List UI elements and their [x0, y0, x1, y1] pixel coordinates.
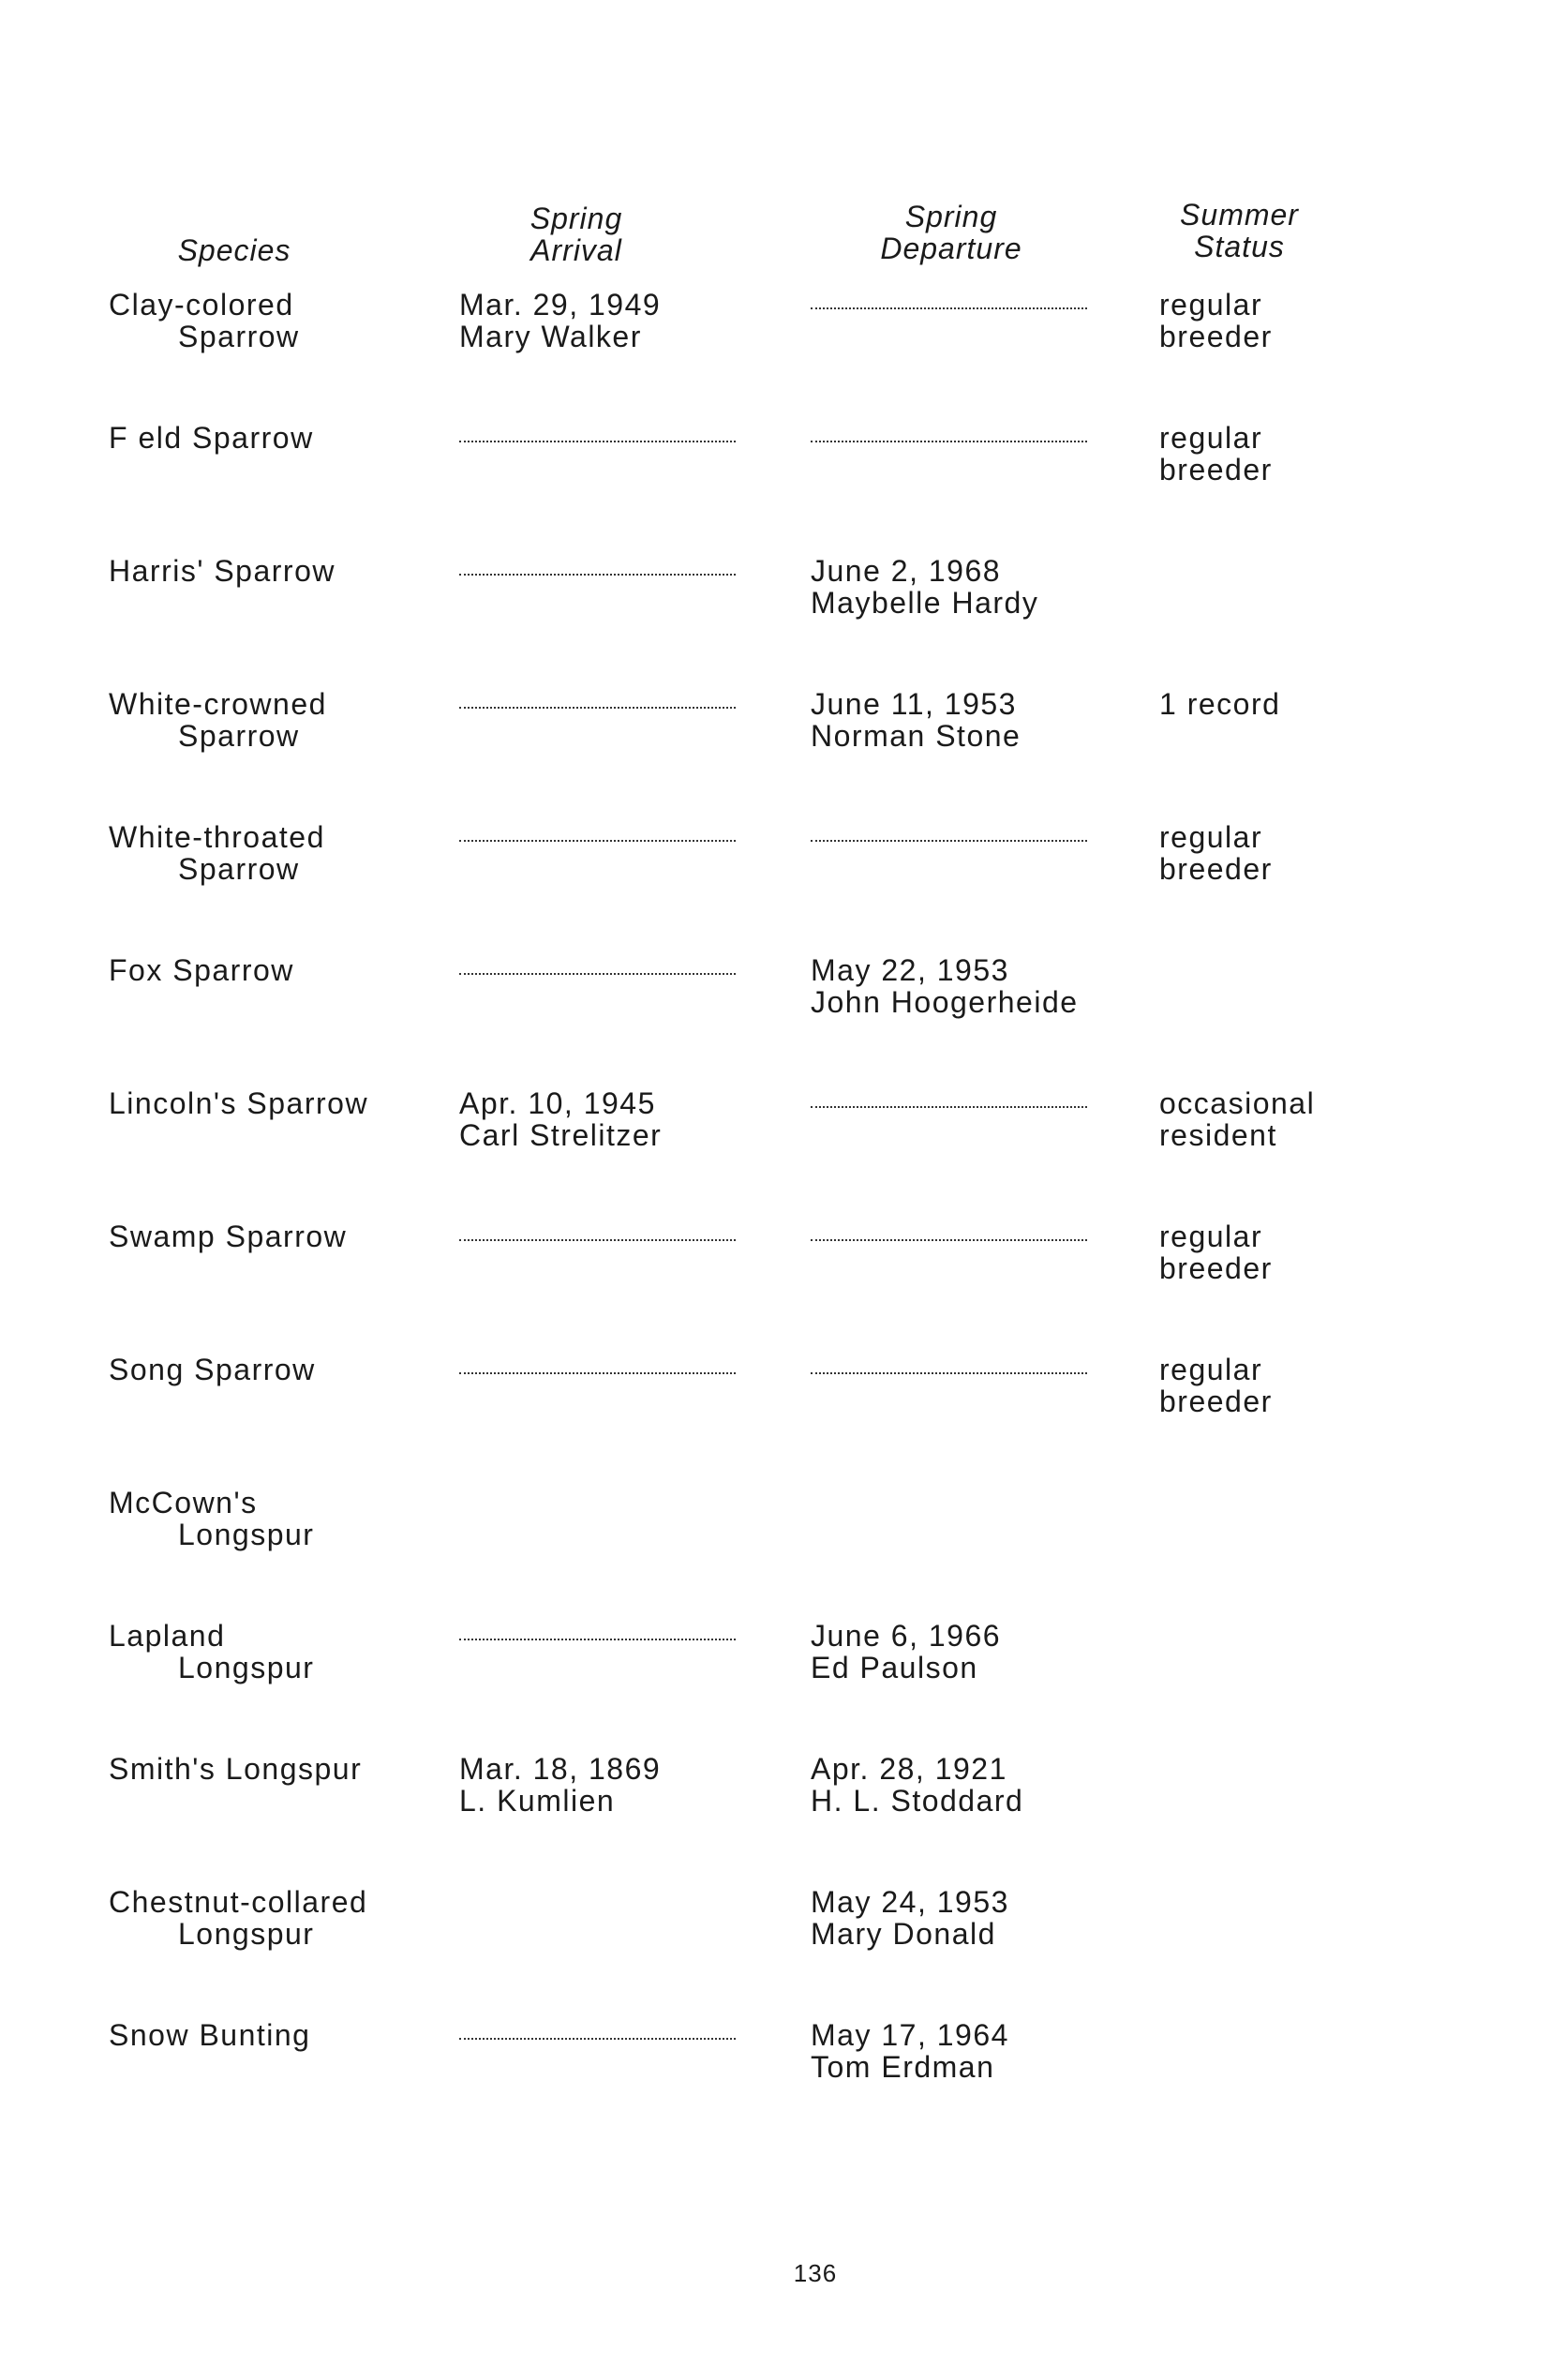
- header-species-label: Species: [177, 233, 291, 267]
- departure-line2: Mary Donald: [811, 1917, 996, 1951]
- species-line1: Song Sparrow: [109, 1353, 316, 1386]
- species-name: [109, 1753, 362, 1785]
- departure-line1: May 22, 1953: [811, 953, 1009, 987]
- species-line1: Lincoln's Sparrow: [109, 1086, 369, 1120]
- table-row: [0, 1354, 1551, 1466]
- departure-cell: [811, 1620, 1001, 1684]
- arrival-line1: Mar. 29, 1949: [459, 288, 662, 322]
- species-line1: Swamp Sparrow: [109, 1220, 348, 1253]
- departure-blank-leader: [811, 1372, 1087, 1374]
- status-cell: [1159, 422, 1273, 486]
- status-line2: breeder: [1159, 320, 1273, 353]
- species-name: [109, 688, 327, 752]
- species-name: [109, 2019, 310, 2051]
- species-line1: Chestnut-collared: [109, 1885, 368, 1919]
- departure-line2: H. L. Stoddard: [811, 1784, 1024, 1818]
- species-line1: Fox Sparrow: [109, 953, 294, 987]
- species-name: [109, 555, 336, 587]
- departure-line2: Ed Paulson: [811, 1651, 978, 1684]
- departure-line2: Tom Erdman: [811, 2050, 995, 2084]
- species-line1: Clay-colored: [109, 288, 294, 322]
- species-line1: F eld Sparrow: [109, 421, 314, 455]
- status-line2: breeder: [1159, 1385, 1273, 1418]
- species-line2: Longspur: [178, 1651, 315, 1684]
- arrival-line2: Mary Walker: [459, 320, 642, 353]
- species-line1: White-crowned: [109, 687, 327, 721]
- arrival-blank-leader: [459, 973, 736, 975]
- species-name: [109, 1220, 347, 1252]
- status-line2: breeder: [1159, 852, 1273, 886]
- species-line2: Longspur: [178, 1518, 315, 1551]
- departure-line1: June 6, 1966: [811, 1619, 1002, 1653]
- status-cell: [1159, 688, 1280, 720]
- departure-cell: [811, 555, 1038, 619]
- species-line1: McCown's: [109, 1486, 258, 1519]
- species-line1: Snow Bunting: [109, 2018, 311, 2052]
- header-arrival: [483, 202, 670, 266]
- species-line2: Longspur: [178, 1917, 315, 1951]
- arrival-cell: [459, 1753, 661, 1817]
- table-row: [0, 821, 1551, 934]
- status-cell: [1159, 289, 1273, 352]
- table-row: [0, 422, 1551, 534]
- table-row: [0, 954, 1551, 1067]
- departure-line2: Norman Stone: [811, 719, 1022, 753]
- status-line1: 1 record: [1159, 687, 1281, 721]
- status-cell: [1159, 1220, 1273, 1284]
- departure-blank-leader: [811, 1106, 1087, 1108]
- header-status-line2: Status: [1194, 230, 1285, 263]
- departure-line2: John Hoogerheide: [811, 985, 1079, 1019]
- status-cell: [1159, 821, 1273, 885]
- status-line1: regular: [1159, 288, 1263, 322]
- header-departure: [834, 201, 1068, 264]
- status-cell: [1159, 1354, 1273, 1417]
- header-arrival-line1: Spring: [529, 202, 623, 235]
- departure-line1: June 2, 1968: [811, 554, 1002, 588]
- departure-cell: [811, 1886, 1009, 1950]
- species-line2: Sparrow: [178, 852, 300, 886]
- arrival-blank-leader: [459, 574, 736, 576]
- status-line1: regular: [1159, 1353, 1263, 1386]
- status-cell: [1159, 1087, 1315, 1151]
- species-name: [109, 1620, 314, 1684]
- species-name: [109, 821, 325, 885]
- status-line2: breeder: [1159, 1251, 1273, 1285]
- species-line1: White-throated: [109, 820, 325, 854]
- species-name: [109, 422, 314, 454]
- arrival-blank-leader: [459, 1239, 736, 1241]
- arrival-blank-leader: [459, 840, 736, 842]
- page-number: 136: [793, 2259, 838, 2287]
- departure-line1: May 24, 1953: [811, 1885, 1009, 1919]
- species-line1: Lapland: [109, 1619, 226, 1653]
- species-line2: Sparrow: [178, 320, 300, 353]
- species-line2: Sparrow: [178, 719, 300, 753]
- arrival-blank-leader: [459, 2038, 736, 2040]
- table-row: [0, 1220, 1551, 1333]
- table-row: [0, 1487, 1551, 1599]
- arrival-line1: Apr. 10, 1945: [459, 1086, 656, 1120]
- table-row: [0, 289, 1551, 401]
- species-line1: Harris' Sparrow: [109, 554, 336, 588]
- arrival-line2: Carl Strelitzer: [459, 1118, 663, 1152]
- departure-blank-leader: [811, 307, 1087, 309]
- status-line1: regular: [1159, 421, 1263, 455]
- table-row: [0, 1886, 1551, 1998]
- status-line1: occasional: [1159, 1086, 1316, 1120]
- departure-blank-leader: [811, 840, 1087, 842]
- departure-blank-leader: [811, 1239, 1087, 1241]
- species-name: [109, 1087, 368, 1119]
- status-line2: breeder: [1159, 453, 1273, 486]
- arrival-blank-leader: [459, 1372, 736, 1374]
- table-row: [0, 2019, 1551, 2132]
- departure-cell: [811, 1753, 1023, 1817]
- departure-cell: [811, 688, 1021, 752]
- departure-cell: [811, 2019, 1009, 2083]
- departure-line1: June 11, 1953: [811, 687, 1017, 721]
- status-line1: regular: [1159, 820, 1263, 854]
- table-row: [0, 1753, 1551, 1865]
- arrival-blank-leader: [459, 707, 736, 709]
- species-name: [109, 954, 294, 986]
- header-arrival-line2: Arrival: [530, 233, 622, 267]
- species-line1: Smith's Longspur: [109, 1752, 363, 1786]
- table-row: [0, 1620, 1551, 1732]
- arrival-cell: [459, 289, 661, 352]
- table-row: [0, 555, 1551, 667]
- header-status: [1153, 199, 1326, 262]
- arrival-line2: L. Kumlien: [459, 1784, 616, 1818]
- table-row: [0, 688, 1551, 801]
- departure-cell: [811, 954, 1079, 1018]
- header-status-line1: Summer: [1180, 198, 1299, 232]
- departure-blank-leader: [811, 441, 1087, 442]
- arrival-blank-leader: [459, 441, 736, 442]
- departure-line1: May 17, 1964: [811, 2018, 1009, 2052]
- departure-line1: Apr. 28, 1921: [811, 1752, 1007, 1786]
- header-departure-line2: Departure: [880, 232, 1022, 265]
- header-species: [141, 234, 328, 266]
- species-name: [109, 1487, 314, 1550]
- table-row: [0, 1087, 1551, 1200]
- departure-line2: Maybelle Hardy: [811, 586, 1039, 620]
- arrival-blank-leader: [459, 1639, 736, 1640]
- arrival-cell: [459, 1087, 662, 1151]
- species-name: [109, 1354, 316, 1385]
- status-line2: resident: [1159, 1118, 1277, 1152]
- status-line1: regular: [1159, 1220, 1263, 1253]
- arrival-line1: Mar. 18, 1869: [459, 1752, 662, 1786]
- species-name: [109, 1886, 367, 1950]
- header-departure-line1: Spring: [904, 200, 998, 233]
- species-name: [109, 289, 300, 352]
